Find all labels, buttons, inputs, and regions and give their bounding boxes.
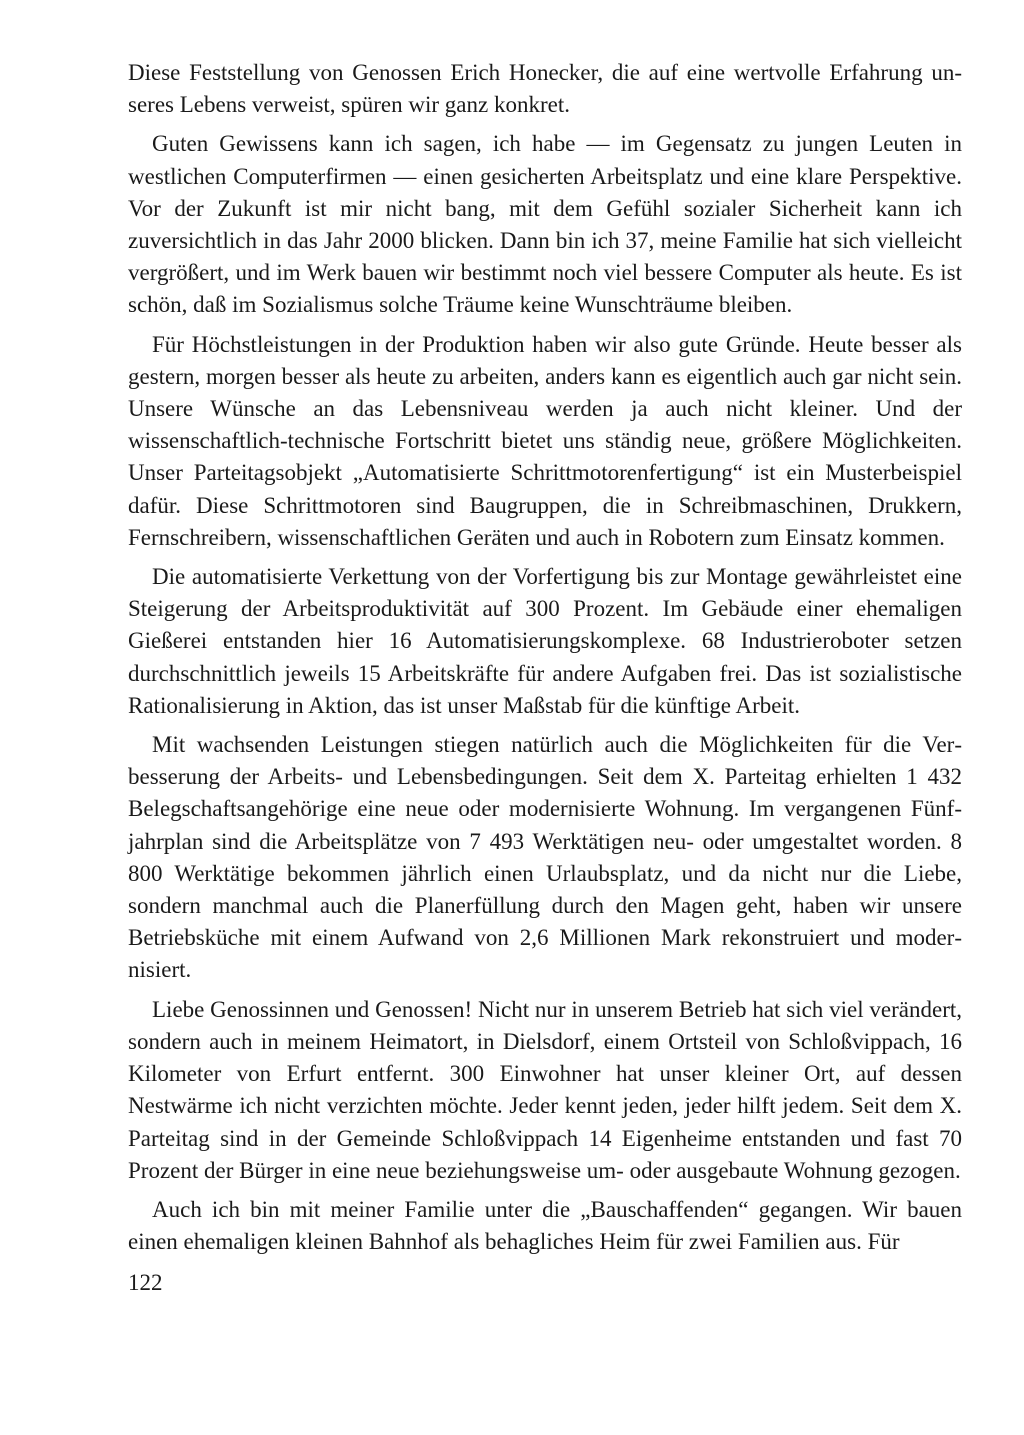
paragraph-2: Guten Gewissens kann ich sagen, ich habe — im Gegensatz zu jungen Leuten in westlichen Computerfirmen — einen gesicherten Arbeitsplatz und eine klare Perspektive. Vor der Zukunft ist mir nicht bang, mit dem Gefühl sozialer Sicherheit kann ich zuversichtlich in das Jahr 2000 blicken. Dann bin ich 37, meine Familie hat sich vielleicht vergrößert, und im Werk bauen wir bestimmt noch viel bessere Computer als heute. Es ist schön, daß im Sozialismus solche Träume keine Wunschträume bleiben. [128, 131, 962, 318]
paragraph-5: Mit wachsenden Leistungen stiegen natürlich auch die Möglichkeiten für die Verbesserung der Arbeits- und Lebensbedingungen. Seit dem X. Parteitag erhielten 1 432 Belegschaftsangehörige eine neue oder modernisierte Wohnung. Im vergangenen Fünfjahrplan sind die Arbeitsplätze von 7 493 Werktätigen neu- oder umgestaltet worden. 8 800 Werktätige bekommen jährlich einen Urlaubsplatz, und da nicht nur die Liebe, sondern manchmal auch die Planerfüllung durch den Magen geht, haben wir unsere Betriebsküche mit einem Aufwand von 2,6 Millionen Mark rekonstruiert und modernisiert. [128, 732, 962, 983]
page-body [128, 57, 962, 1265]
paragraph-6: Liebe Genossinnen und Genossen! Nicht nur in unserem Betrieb hat sich viel verändert, sondern auch in meinem Heimatort, in Dielsdorf, einem Ortsteil von Schloßvippach, 16 Kilometer von Erfurt entfernt. 300 Einwohner hat unser kleiner Ort, auf dessen Nestwärme ich nicht verzichten möchte. Jeder kennt jeden, jeder hilft jedem. Seit dem X. Parteitag sind in der Gemeinde Schloßvippach 14 Eigenheime entstanden und fast 70 Prozent der Bürger in eine neue beziehungsweise um- oder ausgebaute Wohnung gezogen. [128, 996, 962, 1183]
paragraph-7: Auch ich bin mit meiner Familie unter die „Bauschaffenden“ gegangen. Wir bauen einen ehemaligen kleinen Bahnhof als behagliches Heim für zwei Familien aus. Für [128, 1196, 962, 1255]
page-number: 122 [128, 1270, 163, 1295]
paragraph-3: Für Höchstleistungen in der Produktion haben wir also gute Gründe. Heute besser als gestern, morgen besser als heute zu arbeiten, anders kann es eigentlich auch gar nicht sein. Unsere Wünsche an das Lebensniveau werden ja auch nicht kleiner. Und der wissenschaftlich-technische Fortschritt bietet uns ständig neue, größere Möglichkeiten. Unser Parteitagsobjekt „Automatisierte Schrittmotorenfertigung“ ist ein Musterbeispiel dafür. Diese Schrittmotoren sind Baugruppen, die in Schreibmaschinen, Drukkern, Fernschreibern, wissenschaftlichen Geräten und auch in Robotern zum Einsatz kommen. [128, 331, 962, 550]
paragraph-1: Diese Feststellung von Genossen Erich Honecker, die auf eine wertvolle Erfahrung unseres Lebens verweist, spüren wir ganz konkret. [128, 60, 962, 118]
paragraph-4: Die automatisierte Verkettung von der Vorfertigung bis zur Montage gewährleistet eine Steigerung der Arbeitsproduktivität auf 300 Prozent. Im Gebäude einer ehemaligen Gießerei entstanden hier 16 Automatisierungskomplexe. 68 Industrieroboter setzen durchschnittlich jeweils 15 Arbeitskräfte für andere Aufgaben frei. Das ist sozialistische Rationalisierung in Aktion, das ist unser Maßstab für die künftige Arbeit. [128, 564, 962, 718]
